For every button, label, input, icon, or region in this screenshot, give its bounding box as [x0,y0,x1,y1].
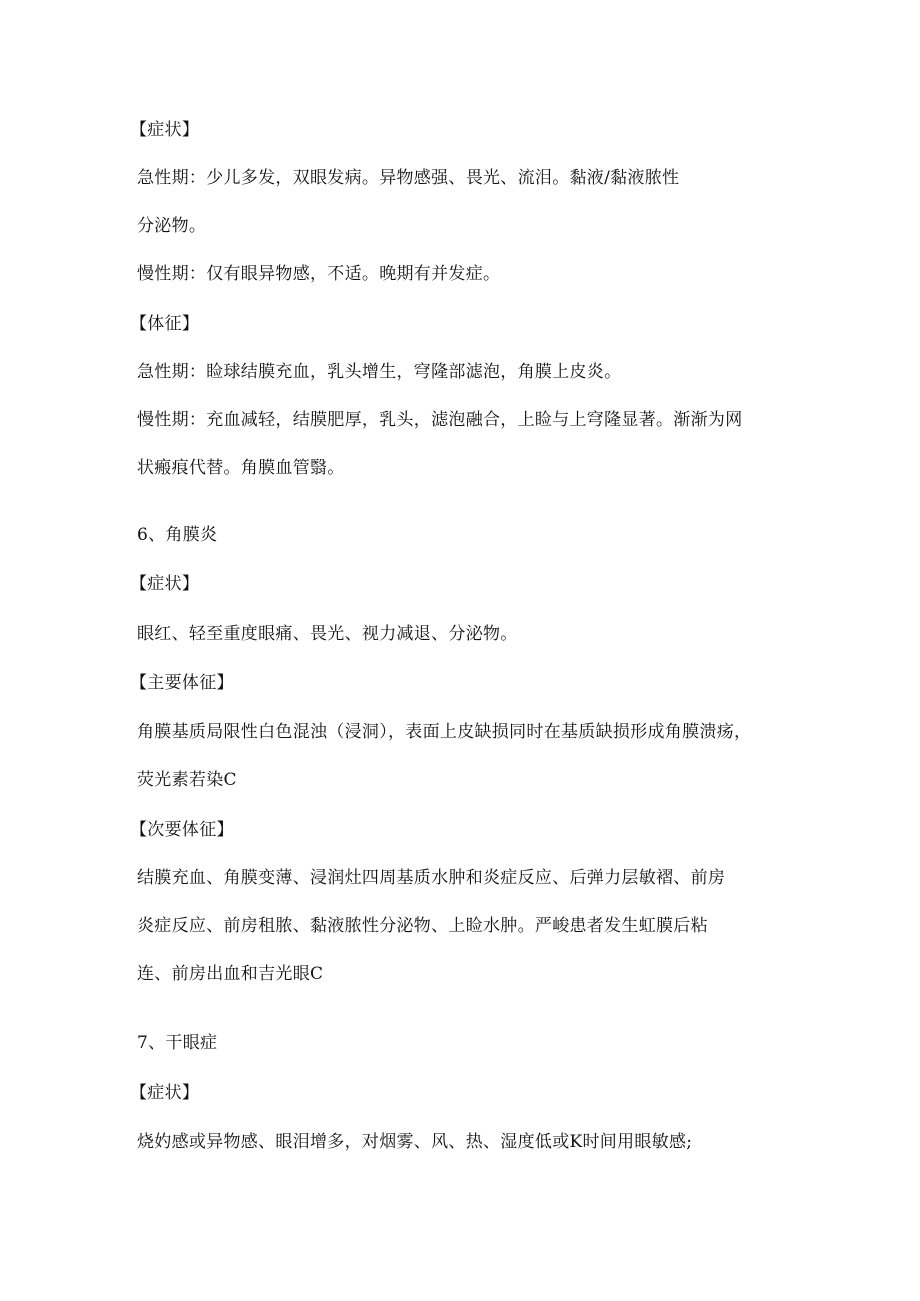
text-line-acute-symptoms-cont: 分泌物。 [137,216,207,236]
text-line-secondary-signs-1: 结膜充血、角膜变薄、浸润灶四周基质水肿和炎症反应、后弹力层敏褶、前房 [137,868,726,888]
text-line-main-signs-cont: 荧光素若染C [137,770,237,790]
text-line-acute-signs: 急性期：睑球结膜充血，乳头增生，穹隆部滤泡，角膜上皮炎。 [137,362,622,382]
text-line-keratitis-symptoms: 眼红、轻至重度眼痛、畏光、视力减退、分泌物。 [137,624,518,644]
section-heading-signs: 【体征】 [130,314,200,334]
text-line-chronic-symptoms: 慢性期：仅有眼异物感，不适。晚期有并发症。 [137,264,501,284]
section-heading-symptoms-dry-eye: 【症状】 [130,1083,200,1103]
text-line-secondary-signs-3: 连、前房出血和吉光眼C [137,964,324,984]
section-heading-symptoms-keratitis: 【症状】 [130,574,200,594]
text-line-chronic-signs-cont: 状瘢痕代替。角膜血管翳。 [137,458,345,478]
text-line-dry-eye-symptoms: 烧妁感或异物感、眼泪增多，对烟雾、风、热、湿度低或K时间用眼敏感; [137,1132,693,1152]
section-heading-secondary-signs: 【次要体征】 [130,820,234,840]
text-line-main-signs: 角膜基质局限性白色混浊（浸洞），表面上皮缺损同时在基质缺损形成角膜溃疡， [137,722,752,742]
section-title-dry-eye: 7、干眼症 [137,1033,218,1053]
section-heading-main-signs: 【主要体征】 [130,673,234,693]
text-line-secondary-signs-2: 炎症反应、前房租脓、黏液脓性分泌物、上睑水肿。严峻患者发生虹膜后粘 [137,916,708,936]
section-heading-symptoms: 【症状】 [130,120,200,140]
text-line-chronic-signs: 慢性期：充血减轻，结膜肥厚，乳头，滤泡融合，上睑与上穹隆显著。渐渐为网 [137,410,743,430]
section-title-keratitis: 6、角膜炎 [137,525,218,545]
text-line-acute-symptoms: 急性期：少儿多发，双眼发病。异物感强、畏光、流泪。黏液/黏液脓性 [137,168,680,188]
